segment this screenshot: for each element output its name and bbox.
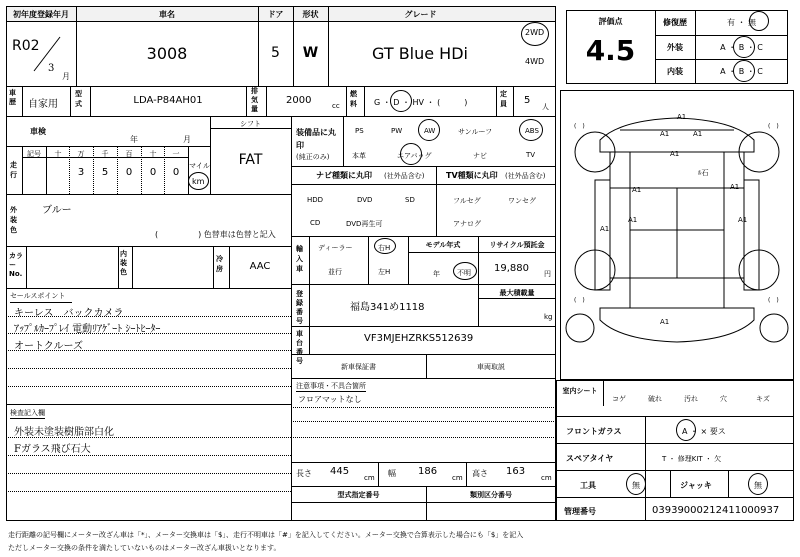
ac-value: AAC bbox=[249, 261, 271, 272]
dmg-mark-2: A1 bbox=[660, 130, 670, 138]
category-label: 類別区分番号 bbox=[470, 491, 512, 499]
import-dealer: ディーラー bbox=[318, 244, 353, 252]
mgmt-value: 03939000212411000937 bbox=[652, 505, 780, 516]
width-cm: cm bbox=[452, 474, 463, 482]
repair-label: 修復歴 bbox=[663, 18, 687, 27]
equip-navi: ナビ bbox=[473, 152, 487, 160]
mileage-digit: 0 bbox=[172, 167, 180, 178]
aw-circle bbox=[418, 119, 440, 141]
shape-label: 形状 bbox=[302, 10, 319, 19]
reg-value: 福島341め1118 bbox=[350, 302, 425, 313]
navi-cd: CD bbox=[310, 219, 321, 227]
dmg-mark-7: A1 bbox=[628, 216, 638, 224]
inspector-line-1: 外装未塗装樹脂部白化 bbox=[14, 427, 114, 438]
svg-text:( ): ( ) bbox=[574, 123, 585, 130]
type-value: LDA-P84AH01 bbox=[133, 95, 203, 106]
digit-header: 一 bbox=[172, 150, 180, 158]
length-cm: cm bbox=[364, 474, 375, 482]
navi-dvd: DVD bbox=[357, 196, 373, 204]
color-label: 外装色 bbox=[10, 206, 17, 234]
dmg-mark-9: A1 bbox=[600, 225, 610, 233]
fuel-circle bbox=[390, 90, 412, 112]
fuel-label: 燃料 bbox=[350, 90, 357, 108]
equipment-label: 装備品に丸印 bbox=[296, 128, 336, 150]
footer-line-2: ただしメーター交換の条件を満たしていないものはメーター改ざん車扱いとなります。 bbox=[8, 544, 281, 552]
yen-unit: 円 bbox=[544, 270, 551, 278]
equip-ps: PS bbox=[355, 127, 364, 135]
length-label: 長さ bbox=[296, 469, 312, 478]
grade: GT Blue HDi bbox=[372, 44, 468, 63]
score-value: 4.5 bbox=[585, 34, 636, 67]
digit-header: 千 bbox=[101, 150, 109, 158]
dmg-mark-3: A1 bbox=[693, 130, 703, 138]
digit-header: 万 bbox=[77, 150, 85, 158]
height-label: 高さ bbox=[472, 469, 488, 478]
doors: 5 bbox=[271, 45, 280, 61]
dmg-side-note: ﾙ石 bbox=[698, 169, 709, 177]
shift-label: シフト bbox=[240, 120, 261, 128]
equip-tv: TV bbox=[526, 151, 536, 159]
displacement-label: 排気量 bbox=[251, 87, 258, 113]
model-year-unit: 年 bbox=[433, 270, 440, 278]
abs-circle bbox=[519, 119, 543, 141]
import-left-h: 左H bbox=[378, 268, 391, 276]
drive-2wd-circle bbox=[521, 22, 549, 46]
mgmt-label: 管理番号 bbox=[564, 507, 596, 516]
model-name: 3008 bbox=[146, 44, 188, 63]
jack-value: 無 bbox=[754, 481, 762, 490]
inspector-label: 検査記入欄 bbox=[10, 409, 45, 417]
jack-label: ジャッキ bbox=[680, 481, 712, 490]
max-load-label: 最大積載量 bbox=[499, 289, 535, 297]
mileage-digit: 3 bbox=[77, 167, 85, 178]
color-no-label: カラーNo. bbox=[9, 252, 23, 278]
interior-label: 内装 bbox=[667, 67, 683, 76]
drive-2wd: 2WD bbox=[525, 28, 545, 37]
svg-text:( ): ( ) bbox=[768, 123, 779, 130]
equip-sunroof: サンルーフ bbox=[458, 128, 493, 136]
seat-option: キズ bbox=[756, 395, 770, 403]
unknown-circle bbox=[453, 262, 477, 280]
model-name-label: 車名 bbox=[159, 10, 175, 19]
digit-header: 記号 bbox=[27, 150, 41, 158]
model-year-label: モデル年式 bbox=[425, 241, 461, 249]
first-reg-label: 初年度登録年月 bbox=[13, 10, 69, 19]
tv-fullseg: フルセグ bbox=[453, 197, 481, 205]
navi-header: ナビ種類に丸印 bbox=[316, 171, 372, 180]
seat-label: 室内シート bbox=[562, 387, 598, 395]
cc-unit: cc bbox=[332, 102, 340, 110]
import-label: 輸入車 bbox=[296, 245, 303, 273]
color-note: ( ) 色替車は色替と記入 bbox=[155, 230, 276, 239]
mileage-digit: 0 bbox=[125, 167, 133, 178]
footer-line-1: 走行距離の記号欄にメーター改ざん車は「*」、メーター交換車は「$」、走行不明車は「#」を記入してください。メーター交換で合算表示した場合にも「$」を記入 bbox=[8, 531, 524, 539]
tools-label: 工具 bbox=[580, 481, 596, 490]
grade-label: グレード bbox=[404, 10, 437, 19]
shaken-month-unit: 月 bbox=[183, 135, 191, 144]
equip-aw: AW bbox=[424, 127, 436, 135]
windshield-circle bbox=[676, 419, 696, 441]
right-h-circle bbox=[374, 238, 396, 254]
door-label: ドア bbox=[267, 10, 284, 19]
spare-options: T ・ 修理KIT ・ 欠 bbox=[662, 455, 722, 463]
spare-label: スペアタイヤ bbox=[566, 454, 614, 463]
width-value: 186 bbox=[418, 466, 438, 477]
height-value: 163 bbox=[506, 466, 526, 477]
digit-header: 十 bbox=[149, 150, 157, 158]
capacity: 5 bbox=[524, 95, 531, 106]
ac-label: 冷房 bbox=[216, 255, 223, 273]
warranty-label: 新車保証書 bbox=[341, 363, 376, 371]
exterior-options: A ・ B ・ C bbox=[720, 43, 763, 52]
color-value: ブルー bbox=[42, 205, 72, 216]
dmg-mark-4: A1 bbox=[670, 150, 680, 158]
interior-options: A ・ B ・ C bbox=[720, 67, 763, 76]
notes-label: 注意事項・不具合箇所 bbox=[296, 382, 366, 390]
exterior-label: 外装 bbox=[667, 43, 683, 52]
dmg-mark-1: A1 bbox=[677, 113, 687, 121]
navi-dvd-play: DVD再生可 bbox=[346, 220, 383, 228]
seat-option: 汚れ bbox=[684, 395, 698, 403]
windshield-label: フロントガラス bbox=[566, 427, 622, 436]
equip-leather: 本革 bbox=[352, 152, 366, 160]
dmg-mark-8: A1 bbox=[738, 216, 748, 224]
dmg-mark-10: A1 bbox=[660, 318, 670, 326]
mile-label: マイル bbox=[189, 162, 210, 170]
interior-color-label: 内装色 bbox=[120, 250, 127, 276]
recycle-label: リサイクル預託金 bbox=[489, 241, 545, 249]
dmg-mark-5: A1 bbox=[632, 186, 642, 194]
first-reg-year: R02 bbox=[12, 38, 40, 54]
sales-line-3: オートクルーズ bbox=[14, 341, 83, 352]
digit-header: 十 bbox=[54, 150, 62, 158]
score-label: 評価点 bbox=[598, 17, 623, 26]
repair-circle bbox=[749, 11, 769, 31]
tv-oneseg: ワンセグ bbox=[508, 197, 536, 205]
navi-sub: (社外品含む) bbox=[384, 172, 425, 180]
chassis-value: VF3MJEHZRKS512639 bbox=[364, 333, 474, 344]
navi-sd: SD bbox=[405, 196, 415, 204]
drive-4wd: 4WD bbox=[525, 57, 545, 66]
sales-line-1: キーレス バックカメラ bbox=[14, 308, 124, 319]
notes-value: フロアマットなし bbox=[298, 395, 362, 404]
shift-value: FAT bbox=[238, 152, 263, 168]
type-designation-label: 型式指定番号 bbox=[337, 491, 380, 499]
equip-abs: ABS bbox=[525, 127, 539, 135]
person-unit: 人 bbox=[542, 103, 549, 111]
km-label: km bbox=[192, 177, 205, 186]
fuel-options: G ・ D ・ HV ・ ( ) bbox=[374, 98, 468, 107]
chassis-label: 車台番号 bbox=[296, 330, 303, 365]
sales-points-label: セールスポイント bbox=[10, 291, 72, 303]
seat-option: コゲ bbox=[612, 395, 626, 403]
car-diagram bbox=[560, 90, 794, 380]
interior-circle bbox=[733, 60, 755, 82]
shaken-label: 車検 bbox=[30, 127, 46, 136]
windshield-options: A ・ × 要ス bbox=[682, 427, 726, 436]
seat-option: 穴 bbox=[720, 395, 727, 403]
tv-sub: (社外品含む) bbox=[505, 172, 546, 180]
tools-value: 無 bbox=[632, 481, 640, 490]
digit-header: 百 bbox=[125, 150, 133, 158]
month-unit: 月 bbox=[62, 72, 70, 81]
displacement: 2000 bbox=[286, 95, 312, 106]
capacity-label: 定員 bbox=[500, 90, 507, 108]
equip-pw: PW bbox=[391, 127, 403, 135]
shaken-year-unit: 年 bbox=[130, 135, 138, 144]
jack-circle bbox=[748, 473, 768, 495]
tools-circle bbox=[626, 473, 646, 495]
model-year-unknown: 不明 bbox=[457, 269, 471, 277]
equipment-sub: (純正のみ) bbox=[296, 153, 330, 161]
import-right-h: 右H bbox=[378, 244, 391, 252]
seat-option: 破れ bbox=[648, 395, 662, 403]
tv-analog: アナログ bbox=[453, 220, 481, 228]
manual-label: 車両取説 bbox=[477, 363, 505, 371]
exterior-circle bbox=[733, 36, 755, 58]
navi-hdd: HDD bbox=[307, 196, 324, 204]
mileage-label: 走行 bbox=[10, 161, 17, 179]
first-reg-month: 3 bbox=[48, 63, 55, 74]
svg-text:( ): ( ) bbox=[574, 297, 585, 304]
import-parallel: 並行 bbox=[328, 268, 342, 276]
usage-label: 車歴 bbox=[9, 89, 16, 106]
usage: 自家用 bbox=[28, 99, 58, 110]
sales-line-2: ｱｯﾌﾟﾙｶｰﾌﾟﾚｲ 電動ﾘｱｹﾞｰﾄ ｼｰﾄﾋｰﾀｰ bbox=[14, 324, 161, 335]
shape: W bbox=[302, 45, 319, 61]
tv-header: TV種類に丸印 bbox=[446, 171, 498, 180]
kg-unit: kg bbox=[544, 313, 553, 321]
height-cm: cm bbox=[541, 474, 552, 482]
km-circle bbox=[188, 172, 209, 190]
mileage-digit: 5 bbox=[101, 167, 109, 178]
equip-airbag: エアバッグ bbox=[397, 152, 432, 160]
svg-text:( ): ( ) bbox=[768, 297, 779, 304]
recycle-value: 19,880 bbox=[494, 263, 529, 274]
repair-options: 有 ・ 無 bbox=[726, 18, 757, 27]
airbag-circle bbox=[400, 143, 422, 165]
type-label: 型式 bbox=[75, 90, 82, 108]
length-value: 445 bbox=[330, 466, 350, 477]
width-label: 幅 bbox=[388, 469, 396, 478]
mileage-digit: 0 bbox=[149, 167, 157, 178]
reg-label: 登録番号 bbox=[296, 290, 303, 325]
inspector-line-2: Fガラス飛び石大 bbox=[14, 444, 91, 455]
dmg-mark-6: A1 bbox=[730, 183, 740, 191]
